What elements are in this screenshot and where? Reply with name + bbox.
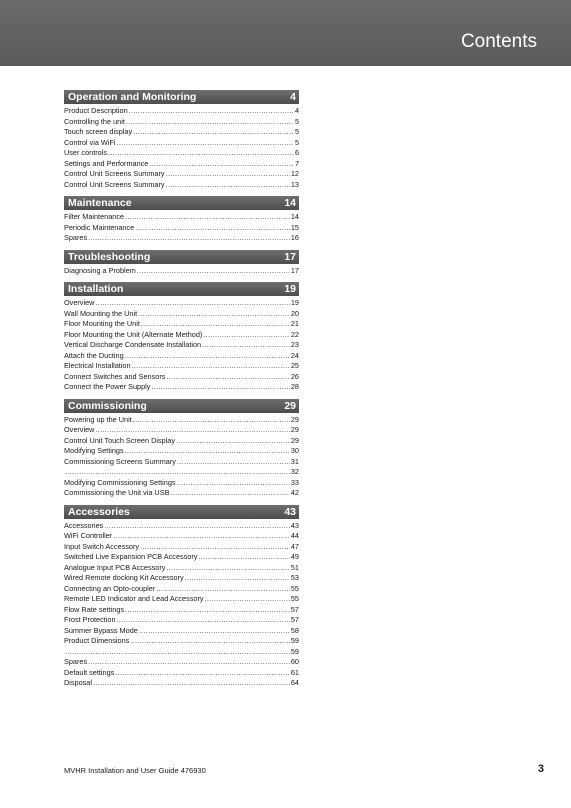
dot-leader xyxy=(170,488,289,499)
toc-entry[interactable] xyxy=(64,309,299,320)
page-number: 3 xyxy=(537,763,544,775)
dot-leader xyxy=(133,127,294,138)
toc-entry[interactable] xyxy=(64,148,299,159)
toc-entry-title: Switched Live Expansion PCB Accessory xyxy=(64,552,198,561)
toc-entry-page: 44 xyxy=(290,531,299,540)
toc-entry[interactable] xyxy=(64,159,299,170)
toc-entry[interactable] xyxy=(64,138,299,149)
dot-leader xyxy=(95,298,289,309)
toc-entry-title: Wall Mounting the Unit xyxy=(64,308,138,318)
dot-leader xyxy=(166,372,289,383)
toc-entry-page: 6 xyxy=(294,148,299,157)
dot-leader xyxy=(151,382,289,393)
toc-entry-title: Floor Mounting the Unit xyxy=(64,319,140,328)
section-heading[interactable] xyxy=(64,250,299,264)
toc-entry[interactable] xyxy=(64,552,299,563)
dot-leader xyxy=(113,531,290,542)
dot-leader xyxy=(166,169,290,180)
dot-leader xyxy=(149,159,294,170)
footer-text: MVHR Installation and User Guide 476930 xyxy=(64,766,206,775)
toc-entry-page: 31 xyxy=(290,456,299,466)
toc-entry-page: 61 xyxy=(290,667,299,677)
toc-entry-page: 47 xyxy=(290,541,299,551)
toc-entry-title: Touch screen display xyxy=(64,127,133,136)
toc-entry[interactable] xyxy=(64,298,299,309)
toc-entry-page: 25 xyxy=(290,361,299,370)
toc-entry-page: 12 xyxy=(290,169,299,178)
section-title: Troubleshooting xyxy=(68,250,151,263)
dot-leader xyxy=(132,361,290,372)
toc-entry[interactable] xyxy=(64,626,299,637)
section-heading[interactable] xyxy=(64,196,299,210)
toc-entry[interactable] xyxy=(64,415,299,426)
dot-leader xyxy=(138,309,290,320)
dot-leader xyxy=(133,415,290,426)
toc-entry[interactable] xyxy=(64,319,299,330)
toc-entry[interactable] xyxy=(64,106,299,117)
section-title: Operation and Monitoring xyxy=(68,91,197,103)
toc-entry-page: 49 xyxy=(290,552,299,561)
toc-entry-title: Overview xyxy=(64,298,95,307)
toc-entry-page: 42 xyxy=(290,488,299,497)
dot-leader xyxy=(65,647,290,658)
dot-leader xyxy=(139,626,290,637)
toc-entry-page: 26 xyxy=(290,371,299,381)
toc-entry[interactable] xyxy=(64,521,299,532)
dot-leader xyxy=(108,148,294,159)
dot-leader xyxy=(88,233,290,244)
toc-entry[interactable] xyxy=(64,169,299,180)
toc-entry-title: Frost Protection xyxy=(64,615,116,624)
toc-section xyxy=(64,196,299,244)
toc-entry-page: 19 xyxy=(290,298,299,307)
toc-entry[interactable] xyxy=(64,266,299,277)
section-title: Commissioning xyxy=(68,399,147,412)
toc-entry-title: Settings and Performance xyxy=(64,158,149,168)
toc-entry-page: 60 xyxy=(290,657,299,666)
dot-leader xyxy=(93,678,290,689)
toc-entry-page: 22 xyxy=(290,329,299,339)
dot-leader xyxy=(140,542,290,553)
dot-leader xyxy=(125,605,290,616)
toc-entry[interactable] xyxy=(64,351,299,362)
toc-entry-title: Control Unit Screens Summary xyxy=(64,179,165,189)
toc-entry-title: Periodic Maintenance xyxy=(64,222,135,232)
section-heading[interactable] xyxy=(64,90,299,104)
dot-leader xyxy=(202,340,290,351)
dot-leader xyxy=(125,351,290,362)
toc-entry-title: Remote LED Indicator and Lead Accessory xyxy=(64,594,204,603)
toc-entry-page: 29 xyxy=(290,425,299,434)
toc-entry-title: Electrical Installation xyxy=(64,361,131,370)
toc-entry[interactable] xyxy=(64,212,299,223)
toc-entry[interactable] xyxy=(64,542,299,553)
dot-leader xyxy=(141,319,290,330)
toc-entry[interactable] xyxy=(64,615,299,626)
section-page-number: 4 xyxy=(290,91,296,103)
toc-entry-page: 30 xyxy=(290,446,299,455)
toc-entry-page: 28 xyxy=(290,382,299,391)
toc-entry[interactable] xyxy=(64,223,299,234)
toc-entry-title: Filter Maintenance xyxy=(64,212,125,221)
dot-leader xyxy=(65,467,290,478)
toc-entry[interactable] xyxy=(64,678,299,689)
toc-entry-title: Commissioning Screens Summary xyxy=(64,456,176,466)
toc-section xyxy=(64,90,299,190)
toc-entry-page: 20 xyxy=(290,308,299,318)
toc-entry-page: 24 xyxy=(290,350,299,360)
section-heading[interactable] xyxy=(64,399,299,413)
dot-leader xyxy=(117,615,290,626)
dot-leader xyxy=(117,138,294,149)
dot-leader xyxy=(126,117,294,128)
toc-entry-title: Modifying Commissioning Settings xyxy=(64,477,176,487)
dot-leader xyxy=(88,657,290,668)
toc-entry-page: 5 xyxy=(294,116,299,126)
toc-entry[interactable] xyxy=(64,425,299,436)
toc-entry-page: 16 xyxy=(290,233,299,242)
page-header xyxy=(0,0,571,66)
toc-entry[interactable] xyxy=(64,668,299,679)
toc-entry-page: 64 xyxy=(290,678,299,687)
toc-entry-page: 33 xyxy=(290,477,299,487)
toc-entry[interactable] xyxy=(64,446,299,457)
toc-entry[interactable] xyxy=(64,127,299,138)
dot-leader xyxy=(129,106,294,117)
toc-entry-title: Powering up the Unit xyxy=(64,414,132,424)
dot-leader xyxy=(166,563,289,574)
section-heading[interactable] xyxy=(64,505,299,519)
toc-entry-title: Spares xyxy=(64,233,88,242)
toc-entry[interactable] xyxy=(64,647,299,658)
toc-entry-page: 15 xyxy=(290,222,299,232)
toc-entry-title: Connect the Power Supply xyxy=(64,382,151,391)
toc-entry-title: Input Switch Accessory xyxy=(64,541,140,551)
toc-entry[interactable] xyxy=(64,117,299,128)
dot-leader xyxy=(115,668,290,679)
toc-section xyxy=(64,505,299,689)
dot-leader xyxy=(176,436,290,447)
section-page-number: 17 xyxy=(284,250,296,263)
section-page-number: 29 xyxy=(284,399,296,412)
toc-entry-page: 55 xyxy=(290,594,299,603)
toc-entry[interactable] xyxy=(64,478,299,489)
toc-entry[interactable] xyxy=(64,382,299,393)
toc-entry-page: 5 xyxy=(294,127,299,136)
toc-entry-page: 5 xyxy=(294,137,299,147)
section-title: Maintenance xyxy=(68,197,132,209)
toc-entry-title: Connecting an Opto-coupler xyxy=(64,583,156,593)
toc-entry-title: Accessories xyxy=(64,520,104,530)
section-title: Accessories xyxy=(68,505,130,518)
toc-entry[interactable] xyxy=(64,330,299,341)
toc-entry[interactable] xyxy=(64,636,299,647)
dot-leader xyxy=(203,330,290,341)
dot-leader xyxy=(95,425,289,436)
dot-leader xyxy=(185,573,290,584)
toc-entry-title: Controlling the unit xyxy=(64,116,125,126)
toc-entry-title: Product Description xyxy=(64,106,128,115)
toc-entry-page: 58 xyxy=(290,625,299,635)
toc-entry-title: Floor Mounting the Unit (Alternate Method) xyxy=(64,329,203,339)
toc-entry[interactable] xyxy=(64,180,299,191)
toc-entry[interactable] xyxy=(64,657,299,668)
toc-section xyxy=(64,399,299,499)
toc-entry[interactable] xyxy=(64,436,299,447)
dot-leader xyxy=(104,521,290,532)
toc-entry[interactable] xyxy=(64,467,299,478)
toc-entry-page: 57 xyxy=(290,615,299,624)
toc-entry-title: Spares xyxy=(64,657,88,666)
toc-entry[interactable] xyxy=(64,340,299,351)
toc-entry-title: Wired Remote docking Kit Accessory xyxy=(64,573,184,582)
dot-leader xyxy=(205,594,290,605)
toc-entry-page: 7 xyxy=(294,158,299,168)
dot-leader xyxy=(125,212,290,223)
toc-entry-page: 23 xyxy=(290,340,299,349)
toc-section xyxy=(64,282,299,393)
dot-leader xyxy=(130,636,290,647)
toc-entry[interactable] xyxy=(64,372,299,383)
toc-entry[interactable] xyxy=(64,488,299,499)
toc-entry[interactable] xyxy=(64,584,299,595)
dot-leader xyxy=(166,180,290,191)
toc-entry-title: Vertical Discharge Condensate Installation xyxy=(64,340,202,349)
toc-entry-title: Flow Rate settings xyxy=(64,604,125,614)
dot-leader xyxy=(125,446,290,457)
toc-entry-title: WiFi Controller xyxy=(64,531,113,540)
toc-entry-title: Analogue Input PCB Accessory xyxy=(64,562,166,572)
toc-entry-page: 32 xyxy=(290,467,299,476)
dot-leader xyxy=(177,478,290,489)
toc-entry-title: Diagnosing a Problem xyxy=(64,265,136,275)
toc-entry-title: Commissioning the Unit via USB xyxy=(64,488,170,497)
dot-leader xyxy=(198,552,289,563)
toc-entry-page: 17 xyxy=(290,265,299,275)
toc-entry-page: 43 xyxy=(290,520,299,530)
toc-entry-page: 29 xyxy=(290,435,299,445)
toc-section xyxy=(64,250,299,277)
toc-entry[interactable] xyxy=(64,605,299,616)
dot-leader xyxy=(135,223,290,234)
dot-leader xyxy=(156,584,290,595)
toc-entry-page: 21 xyxy=(290,319,299,328)
toc-entry[interactable] xyxy=(64,563,299,574)
table-of-contents xyxy=(64,90,299,695)
toc-entry-title: Modifying Settings xyxy=(64,446,124,455)
toc-entry-page: 14 xyxy=(290,212,299,221)
section-page-number: 19 xyxy=(284,283,296,295)
toc-entry-page: 59 xyxy=(290,646,299,656)
toc-entry[interactable] xyxy=(64,457,299,468)
toc-entry-title: Overview xyxy=(64,425,95,434)
toc-entry-page: 29 xyxy=(290,414,299,424)
toc-entry-page: 51 xyxy=(290,562,299,572)
toc-entry[interactable] xyxy=(64,594,299,605)
toc-entry-title: Disposal xyxy=(64,678,92,687)
toc-entry[interactable] xyxy=(64,531,299,542)
toc-entry-title: Summer Bypass Mode xyxy=(64,625,138,635)
section-heading[interactable] xyxy=(64,282,299,296)
toc-entry-title: Attach the Ducting xyxy=(64,350,124,360)
toc-entry-title: Product Dimensions xyxy=(64,636,130,645)
section-page-number: 43 xyxy=(284,505,296,518)
toc-entry-page: 57 xyxy=(290,604,299,614)
toc-entry-title: Control via WiFi xyxy=(64,137,116,147)
toc-entry[interactable] xyxy=(64,361,299,372)
page-title: Contents xyxy=(460,31,537,52)
dot-leader xyxy=(137,266,290,277)
toc-entry-page: 59 xyxy=(290,636,299,645)
toc-entry-page: 13 xyxy=(290,179,299,189)
toc-entry-title: Control Unit Touch Screen Display xyxy=(64,435,175,445)
toc-entry[interactable] xyxy=(64,573,299,584)
section-page-number: 14 xyxy=(284,197,296,209)
toc-entry-title: Connect Switches and Sensors xyxy=(64,371,166,381)
toc-entry-title: User controls xyxy=(64,148,107,157)
toc-entry-title: Control Unit Screens Summary xyxy=(64,169,165,178)
toc-entry-title: Default settings xyxy=(64,667,115,677)
toc-entry[interactable] xyxy=(64,233,299,244)
section-title: Installation xyxy=(68,283,124,295)
toc-entry-page: 53 xyxy=(290,573,299,582)
dot-leader xyxy=(177,457,290,468)
toc-entry-page: 55 xyxy=(290,583,299,593)
toc-entry-page: 4 xyxy=(294,106,299,115)
